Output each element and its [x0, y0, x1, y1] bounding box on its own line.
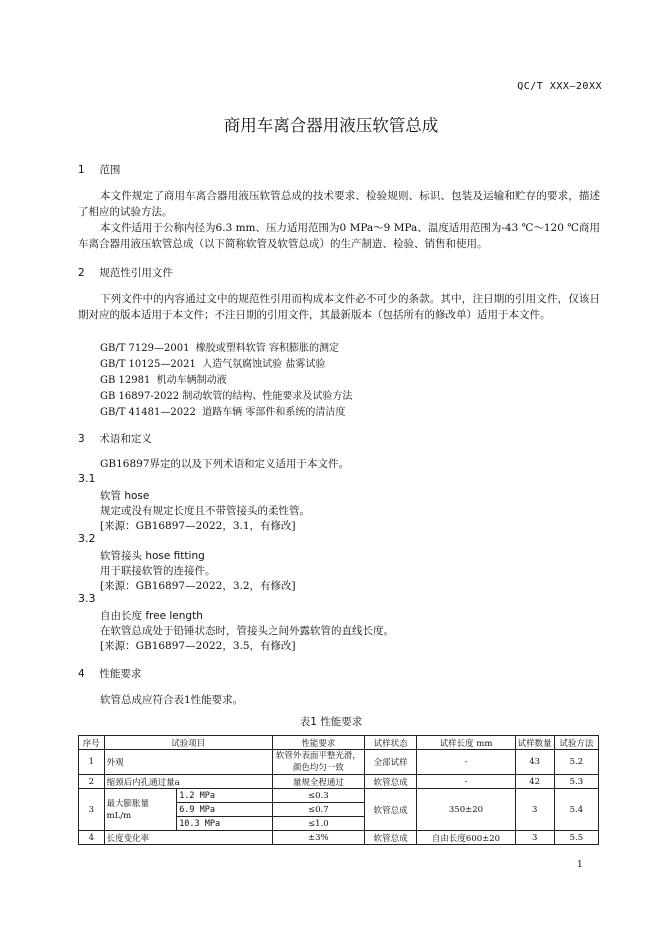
test-item: 缩颈后内孔通过量a	[104, 775, 272, 789]
test-method: 5.2	[554, 750, 598, 775]
reference-item: GB/T 10125—2021 人造气氛腐蚀试验 盐雾试验	[100, 359, 326, 370]
sample-length: 自由长度600±20	[417, 831, 515, 845]
document-title: 商用车离合器用液压软管总成	[223, 116, 439, 135]
table-caption: 表1 性能要求	[299, 716, 363, 728]
section-number: 4	[78, 668, 85, 680]
header-cell: 试样数量	[515, 736, 554, 750]
term-number: 3.2	[78, 532, 96, 545]
test-item: 最大膨胀量 mL/m	[104, 789, 177, 831]
section-title: 规范性引用文件	[99, 267, 173, 279]
section-4-paragraph-1: 软管总成应符合表1性能要求。	[100, 694, 244, 706]
term-source: [来源：GB16897—2022，3.5，有修改]	[100, 640, 296, 652]
table-row	[79, 775, 599, 789]
sample-length: -	[417, 750, 515, 775]
sample-state: 软管总成	[364, 789, 417, 831]
term-name: 软管接头 hose fitting	[100, 550, 205, 562]
term-source: [来源：GB16897—2022，3.1，有修改]	[100, 520, 296, 532]
term-definition: 规定或没有规定长度且不带管接头的柔性管。	[100, 505, 310, 517]
term-name: 软管 hose	[100, 490, 150, 502]
requirement: ≤0.7	[272, 803, 364, 817]
row-number: 1	[79, 750, 105, 775]
row-number: 2	[79, 775, 105, 789]
term-number: 3.3	[78, 592, 96, 605]
header-cell: 试验项目	[104, 736, 272, 750]
table-row	[79, 789, 599, 803]
header-cell: 性能要求	[272, 736, 364, 750]
header-cell: 试验方法	[554, 736, 598, 750]
requirement: ±3%	[272, 831, 364, 845]
sample-length: -	[417, 775, 515, 789]
sample-state: 软管总成	[364, 775, 417, 789]
performance-table	[78, 735, 599, 845]
test-method: 5.4	[554, 789, 598, 831]
section-3-intro: GB16897界定的以及下列术语和定义适用于本文件。	[100, 458, 350, 470]
table-row	[79, 750, 599, 775]
sample-length: 350±20	[417, 789, 515, 831]
sample-state: 全部试样	[364, 750, 417, 775]
test-item: 外观	[104, 750, 272, 775]
header-cell: 序号	[79, 736, 105, 750]
pressure-condition: 10.3 MPa	[177, 817, 273, 831]
section-number: 2	[78, 267, 85, 279]
reference-item: GB/T 7129—2001 橡胶或塑料软管 容积膨胀的测定	[100, 343, 339, 354]
pressure-condition: 6.9 MPa	[177, 803, 273, 817]
row-number: 4	[79, 831, 105, 845]
term-name: 自由长度 free length	[100, 610, 203, 622]
section-1-heading	[78, 162, 120, 177]
header-cell: 试样长度 mm	[417, 736, 515, 750]
section-3-heading	[78, 431, 152, 446]
requirement: ≤1.0	[272, 817, 364, 831]
sample-quantity: 43	[515, 750, 554, 775]
term-definition: 用于联接软管的连接件。	[100, 565, 216, 577]
section-title: 性能要求	[99, 668, 142, 680]
sample-quantity: 3	[515, 831, 554, 845]
requirement: 量规全程通过	[272, 775, 364, 789]
table-row	[79, 831, 599, 845]
section-number: 3	[78, 433, 85, 445]
pressure-condition: 1.2 MPa	[177, 789, 273, 803]
document-code: QC/T XXX—20XX	[517, 81, 602, 92]
header-cell: 试样状态	[364, 736, 417, 750]
table-header-row	[79, 736, 599, 750]
section-number: 1	[78, 164, 85, 176]
section-title: 范围	[99, 164, 121, 176]
sample-quantity: 3	[515, 789, 554, 831]
test-method: 5.5	[554, 831, 598, 845]
term-number: 3.1	[78, 472, 96, 485]
section-1-paragraph-2: 本文件适用于公称内径为6.3 mm、压力适用范围为0 MPa～9 MPa、温度适用范围为-43 ℃～120 ℃商用车离合器用液压软管总成（以下简称软管及软管总成）的生产制造、检验、销售和使用。	[78, 222, 600, 250]
row-number: 3	[79, 789, 105, 831]
test-item: 长度变化率	[104, 831, 272, 845]
section-2-heading	[78, 265, 173, 280]
reference-item: GB 16897-2022 制动软管的结构、性能要求及试验方法	[100, 391, 353, 402]
reference-item: GB 12981 机动车辆制动液	[100, 375, 227, 386]
term-definition: 在软管总成处于铅锤状态时，管接头之间外露软管的直线长度。	[100, 625, 394, 637]
section-title: 术语和定义	[99, 433, 152, 445]
test-method: 5.3	[554, 775, 598, 789]
section-1-paragraph-1: 本文件规定了商用车离合器用液压软管总成的技术要求、检验规则、标识、包装及运输和贮存的要求，描述了相应的试验方法。	[78, 190, 600, 218]
reference-item: GB/T 41481—2022 道路车辆 零部件和系统的清洁度	[100, 407, 346, 418]
sample-quantity: 42	[515, 775, 554, 789]
requirement: ≤0.3	[272, 789, 364, 803]
section-4-heading	[78, 666, 141, 681]
requirement: 软管外表面平整光滑，颜色均匀一致	[272, 750, 364, 775]
sample-state: 软管总成	[364, 831, 417, 845]
term-source: [来源：GB16897—2022，3.2，有修改]	[100, 580, 296, 592]
section-2-paragraph-1: 下列文件中的内容通过文中的规范性引用而构成本文件必不可少的条款。其中，注日期的引用文件，仅该日期对应的版本适用于本文件；不注日期的引用文件，其最新版本（包括所有的修改单）适用于本文件。	[78, 293, 600, 321]
page-number: 1	[577, 860, 583, 870]
